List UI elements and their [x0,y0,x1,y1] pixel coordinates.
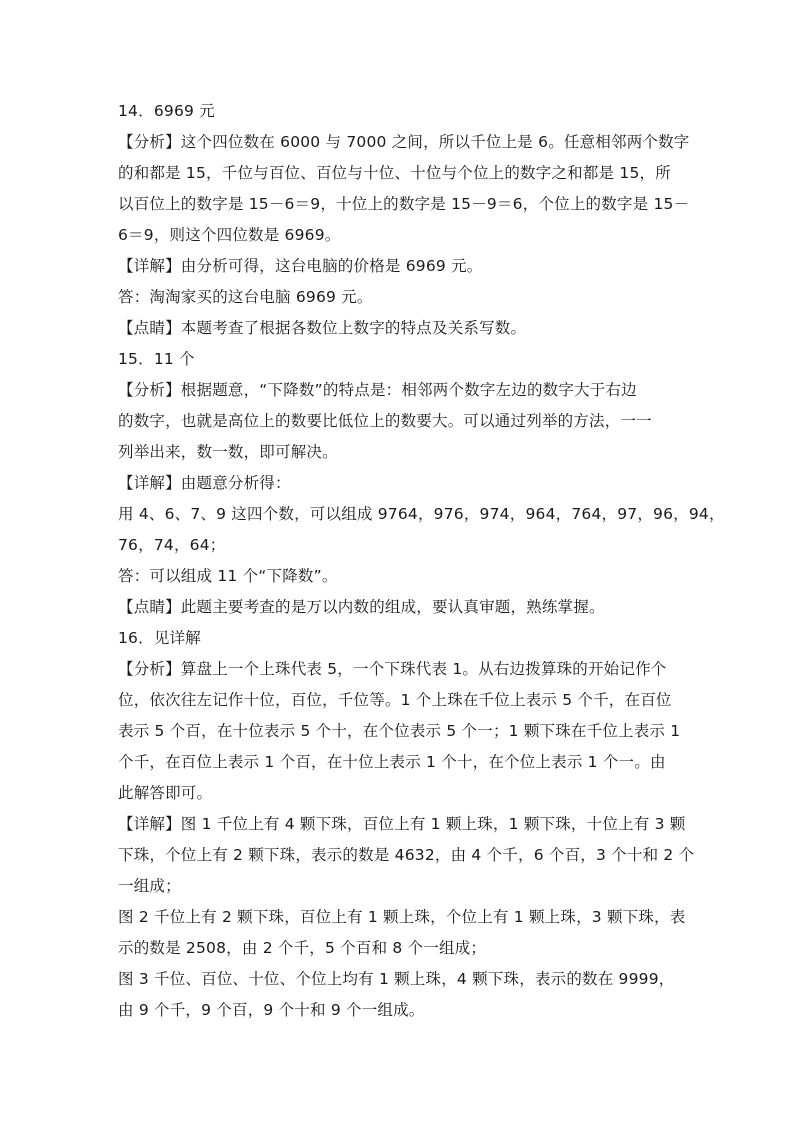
q15-answer-line: 答：可以组成 11 个“下降数”。 [118,567,338,585]
q16-detail-line-2: 下珠，个位上有 2 颗下珠，表示的数是 4632，由 4 个千，6 个百，3 个十和 2 个 [118,846,695,864]
answer-text-block [118,96,725,1026]
q15-detail-line-1: 用 4、6、7、9 这四个数，可以组成 9764，976，974，964，764，97，96，94， [118,505,725,523]
q14-analysis-line-4: 6＝9，则这个四位数是 6969。 [118,226,341,244]
q16-figure-2-line-2: 示的数是 2508，由 2 个千，5 个百和 8 个一组成； [118,939,487,957]
q14-analysis-line-3: 以百位上的数字是 15－6＝9，十位上的数字是 15－9＝6，个位上的数字是 15－ [118,195,690,213]
q14-detail-line: 【详解】由分析可得，这台电脑的价格是 6969 元。 [118,257,483,275]
question-16-heading: 16．见详解 [118,629,201,647]
q14-answer-line: 答：淘淘家买的这台电脑 6969 元。 [118,288,373,306]
question-15-heading: 15．11 个 [118,350,195,368]
q16-analysis-line-1: 【分析】算盘上一个上珠代表 5，一个下珠代表 1。从右边拨算珠的开始记作个 [118,660,667,678]
q16-analysis-line-5: 此解答即可。 [118,784,213,802]
q14-analysis-line-1: 【分析】这个四位数在 6000 与 7000 之间，所以千位上是 6。任意相邻两个数字 [118,133,690,151]
q14-comment-line: 【点睛】本题考查了根据各数位上数字的特点及关系写数。 [118,319,527,337]
question-14-heading: 14．6969 元 [118,102,215,120]
q15-analysis-line-1: 【分析】根据题意，“下降数”的特点是：相邻两个数字左边的数字大于右边 [118,381,637,399]
q15-analysis-line-2: 的数字，也就是高位上的数要比低位上的数要大。可以通过列举的方法，一一 [118,412,652,430]
q15-detail-line-2: 76，74，64； [118,536,226,554]
q16-analysis-line-4: 个千，在百位上表示 1 个百，在十位上表示 1 个十，在个位上表示 1 个一。由 [118,753,666,771]
q16-figure-3-line-2: 由 9 个千，9 个百，9 个十和 9 个一组成。 [118,1001,425,1019]
q16-detail-line-3: 一组成； [118,877,181,895]
q15-comment-line: 【点睛】此题主要考查的是万以内数的组成，要认真审题，熟练掌握。 [118,598,605,616]
q14-analysis-line-2: 的和都是 15，千位与百位、百位与十位、十位与个位上的数字之和都是 15，所 [118,164,671,182]
q16-analysis-line-3: 表示 5 个百，在十位表示 5 个十，在个位表示 5 个一；1 颗下珠在千位上表示 1 [118,722,681,740]
q15-analysis-line-3: 列举出来，数一数，即可解决。 [118,443,338,461]
q15-detail-heading: 【详解】由题意分析得： [118,474,291,492]
q16-figure-3-line-1: 图 3 千位、百位、十位、个位上均有 1 颗上珠，4 颗下珠，表示的数在 9999， [118,970,675,988]
q16-detail-line-1: 【详解】图 1 千位上有 4 颗下珠，百位上有 1 颗上珠，1 颗下珠，十位上有 3 颗 [118,815,686,833]
q16-analysis-line-2: 位，依次往左记作十位，百位，千位等。1 个上珠在千位上表示 5 个千，在百位 [118,691,672,709]
q16-figure-2-line-1: 图 2 千位上有 2 颗下珠，百位上有 1 颗上珠，个位上有 1 颗上珠，3 颗下珠，表 [118,908,686,926]
